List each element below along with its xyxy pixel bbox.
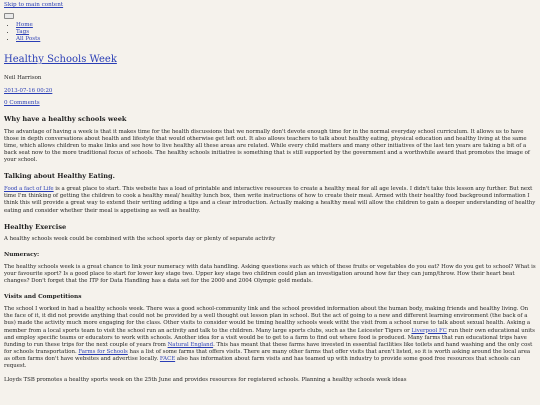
post-author: Neil Harrison xyxy=(4,74,42,81)
nav-item-all-posts xyxy=(16,36,536,43)
farms-for-schools-link[interactable]: Farms for Schools xyxy=(78,348,128,355)
food-a-fact-of-life-link[interactable]: Food a fact of Life xyxy=(4,186,54,193)
post-title xyxy=(4,53,536,66)
nav-item-tags xyxy=(16,29,536,36)
nav-link-home[interactable]: Home xyxy=(16,22,33,29)
nav-link-tags[interactable]: Tags xyxy=(16,29,30,36)
menu-toggle-button[interactable] xyxy=(4,13,14,19)
face-link[interactable]: FACE xyxy=(159,356,176,363)
post-title-link[interactable]: Healthy Schools Week xyxy=(4,54,117,66)
paragraph-visits-text-1: The school I worked in had a healthy schools week. There was a good school-community link and the school provided information about the human body, making friends and healthy living. On the face of it, it did not provide anything that could not be provided by a well thought out lesson plan in school. But the act of going to a new and different learning environment (the back of a bus) made the activity much more engaging for the class. Other visits to consider would be timing healthy schools week witht the visit from a school nurse to talk about sexual health. Asking a member from a local sports team to visit the school run an activity and talk to the children. Many large sports clubs, such as the Leicester Tigers or xyxy=(4,306,531,334)
paragraph-talking xyxy=(4,186,536,215)
liverpool-fc-link[interactable]: Liverpool FC xyxy=(411,327,447,334)
heading-visits: Visits and Competitions xyxy=(4,293,82,300)
nav-item-home xyxy=(16,22,536,29)
skip-to-main-content-link[interactable]: Skip to main content xyxy=(4,2,64,8)
nav-link-all-posts[interactable]: All Posts xyxy=(16,36,41,43)
main-nav xyxy=(4,22,536,43)
paragraph-visits-text-5: also has information about farm visits and has teamed up with industry to provide some good free resources that schools can request. xyxy=(4,356,521,370)
post-date-link[interactable]: 2013-07-16 00:20 xyxy=(4,87,53,94)
heading-numeracy: Numeracy: xyxy=(4,251,40,258)
paragraph-exercise: A healthy schools week could be combined with the school sports day or plenty of separate activity xyxy=(4,236,276,243)
paragraph-visits-text-2: run their own educational units and employ specific teams or educators to work with schools. Another idea for a visit would be to get to a farm to find out where food is produced. Many farms that run educational trips have funding to run these trips for the next couple of years from xyxy=(4,327,535,348)
paragraph-talking-text: is a great place to start. This website has a load of printable and interactive resources to create a healthy meal for all age levels. I didn't take this lesson any further. But next time I'm thinking of getting the children to cook a healthy meal/ healthy lunch box, then write instructions of how to create their meal. Armed with their healthy food background information I think this will provide a great way to extend their writing adding a tips and a clear introduction. Actually making a healthy meal will allow the children to gain a deeper understanding of healthy eating and consider whether their meal is appetising as well as healthy. xyxy=(4,186,536,214)
paragraph-numeracy: The healthy schools week is a great chance to link your numeracy with data handling. Asking questions such as which of these fruits or vegetables do you eat? How do you get to school? What is your favourite sport? Is a good place to start for lower key stage two. Upper key stage two children could plan an investigation around how far they can jump/throw. How their heart beat changes? Don't forget that the ITP for Data Handling has a data set for the 2000 and 2004 Olympic gold medals. xyxy=(4,264,536,285)
paragraph-visits-text-3: . This has meant that these farms have invested in essential facilities like toilets and hand washing and the only cost for schools transportation. xyxy=(4,341,533,355)
natural-england-link[interactable]: Natural England xyxy=(167,341,214,348)
heading-exercise: Healthy Exercise xyxy=(4,222,67,231)
heading-talking: Talking about Healthy Eating. xyxy=(4,172,115,181)
paragraph-visits xyxy=(4,306,536,370)
comments-link[interactable]: 0 Comments xyxy=(4,99,40,106)
paragraph-visits-text-4: has a list of some farms that offers visits. There are many other farms that offer visits that aren't listed, so it is worth asking around the local area as often farms don't have websites and advertise locally. xyxy=(4,348,531,363)
paragraph-last: Lloyds TSB promotes a healthy sports week on the 25th June and provides resources for registered schools. Planning a healthy schools week ideas xyxy=(4,377,407,384)
paragraph-why: The advantage of having a week is that it makes time for the health discussions that we normally don't devote enough time for in the normal everyday school curriculum. It allows us to have those in depth conversations about health and lifestyle that would otherwise get left out. It also allows teachers to talk about healthy eating, physical education and healthy living at the same time, which allows children to make links and see how to live healthy all these areas are related. While every child matters and many other initiatives of the last ten years are taking a bit of a back seat now to the more traditional focus of schools. The healthy schools initiative is something that is still supported by the government and a worthwhile award that promotes the image of your school. xyxy=(4,128,530,164)
heading-why: Why have a healthy schools week xyxy=(4,115,127,124)
